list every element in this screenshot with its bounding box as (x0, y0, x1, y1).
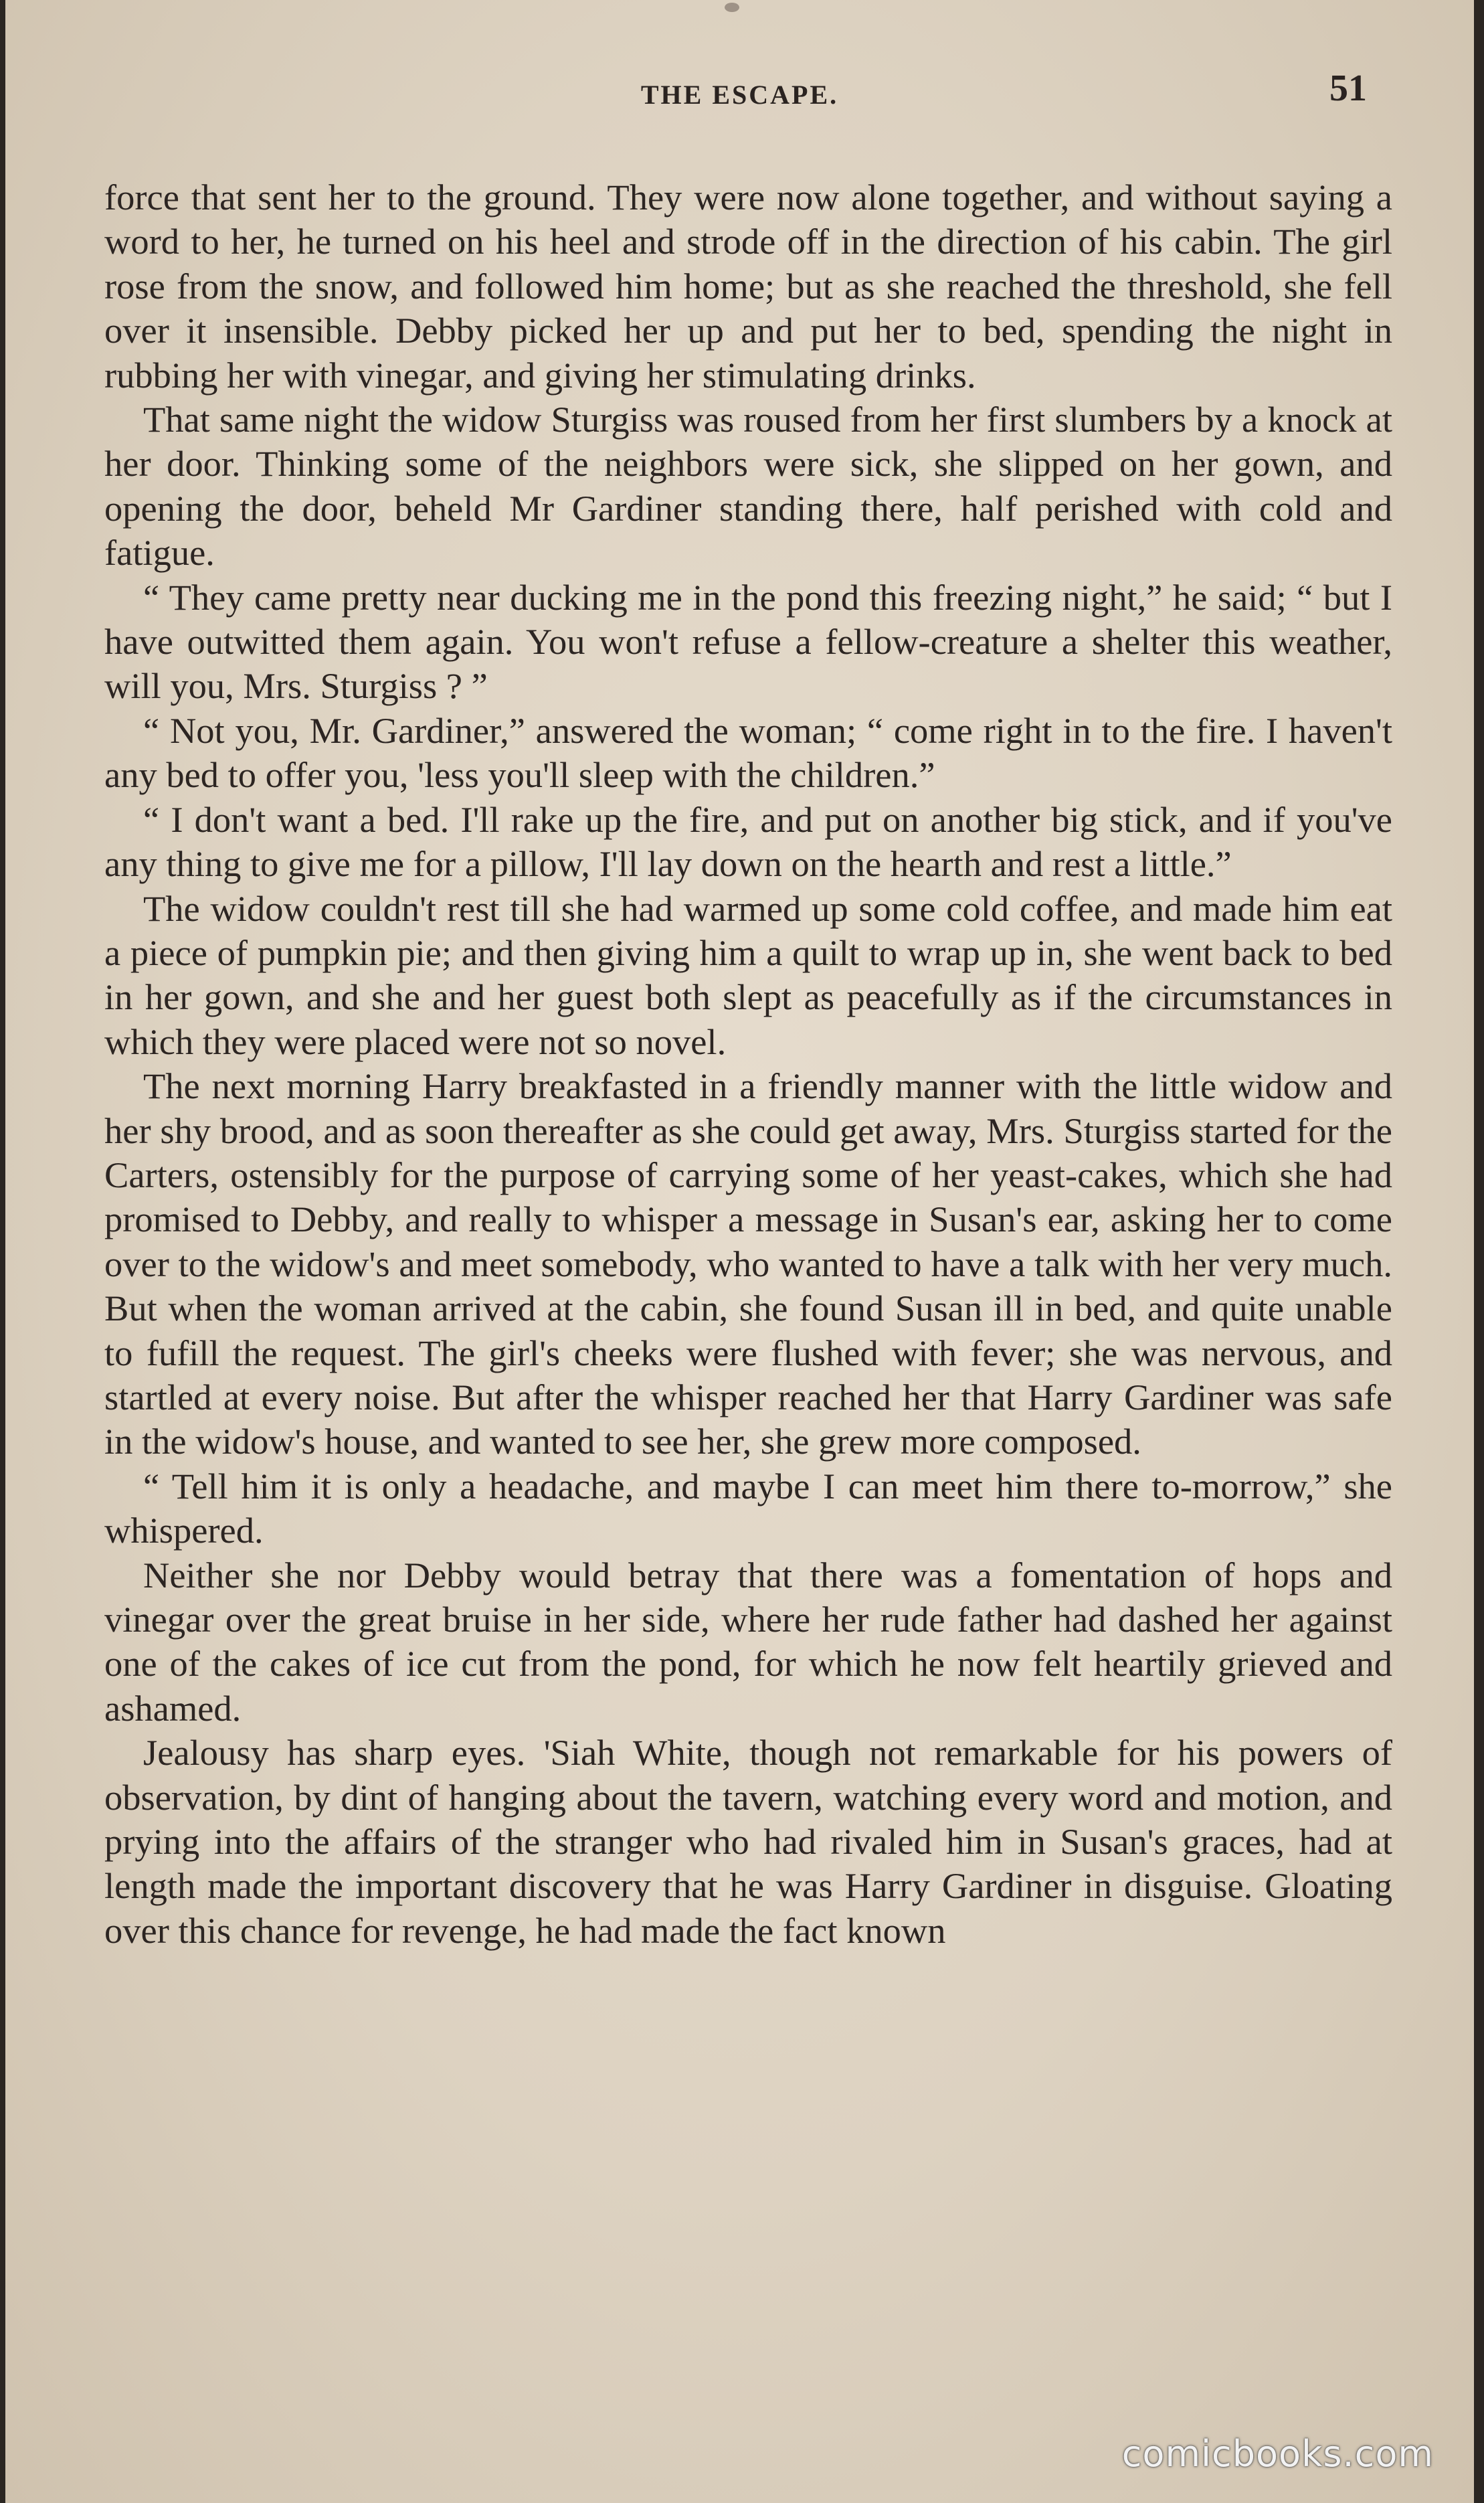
paragraph: “ Tell him it is only a headache, and maybe I can meet him there to-morrow,” she whispered. (104, 1465, 1392, 1551)
page-number: 51 (1329, 68, 1367, 109)
paragraph: That same night the widow Sturgiss was roused from her first slumbers by a knock at her door. Thinking some of the neighbors were sick, she slipped on her gown, and opening the door, beheld Mr Gardiner standing there, half perished with cold and fatigue. (104, 399, 1392, 574)
running-title: THE ESCAPE. (640, 80, 839, 110)
watermark: comicbooks.com (1121, 2433, 1434, 2475)
paragraph: “ I don't want a bed. I'll rake up the fire, and put on another big stick, and if you've any thing to give me for a pillow, I'll lay down on the hearth and rest a little.” (104, 798, 1392, 885)
paragraph: Neither she nor Debby would betray that there was a fomentation of hops and vinegar over the great bruise in her side, where her rude father had dashed her against one of the cakes of ice cut from the pond, for which he now felt heartily grieved and ashamed. (104, 1554, 1392, 1729)
paragraph: Jealousy has sharp eyes. 'Siah White, though not remarkable for his powers of observation, by dint of hanging about the tavern, watching every word and motion, and prying into the affairs of the stranger who had rivaled him in Susan's graces, had at length made the important discovery that he was Harry Gardiner in disguise. Gloating over this chance for revenge, he had made the fact known (104, 1732, 1392, 1951)
paragraph: The widow couldn't rest till she had warmed up some cold coffee, and made him eat a piece of pumpkin pie; and then giving him a quilt to wrap up in, she went back to bed in her gown, and she and her guest both slept as peacefully as if the circumstances in which they were placed were not so novel. (104, 887, 1392, 1062)
paragraph: force that sent her to the ground. They were now alone together, and without saying a word to her, he turned on his heel and strode off in the direction of his cabin. The girl rose from the snow, and followed him home; but as she reached the threshold, she fell over it insensible. Debby picked her up and put her to bed, spending the night in rubbing her with vinegar, and giving her stimulating drinks. (104, 177, 1392, 396)
paragraph: “ Not you, Mr. Gardiner,” answered the woman; “ come right in to the fire. I haven't any bed to offer you, 'less you'll sleep with the children.” (104, 709, 1392, 796)
paragraph: “ They came pretty near ducking me in the pond this freezing night,” he said; “ but I have outwitted them again. You won't refuse a fellow-creature a shelter this weather, will you, Mrs. Sturgiss ? ” (104, 576, 1392, 707)
book-page (5, 0, 1474, 2503)
ink-spot (725, 3, 739, 12)
body-text (104, 175, 1392, 1953)
paragraph: The next morning Harry breakfasted in a friendly manner with the little widow and her shy brood, and as soon thereafter as she could get away, Mrs. Sturgiss started for the Carters, ostensibly for the purpose of carrying some of her yeast-cakes, which she had promised to Debby, and really to whisper a message in Susan's ear, asking her to come over to the widow's and meet somebody, who wanted to have a talk with her very much. But when the woman arrived at the cabin, she found Susan ill in bed, and quite unable to fufill the request. The girl's cheeks were flushed with fever; she was nervous, and startled at every noise. But after the whisper reached her that Harry Gardiner was safe in the widow's house, and wanted to see her, she grew more composed. (104, 1065, 1392, 1462)
